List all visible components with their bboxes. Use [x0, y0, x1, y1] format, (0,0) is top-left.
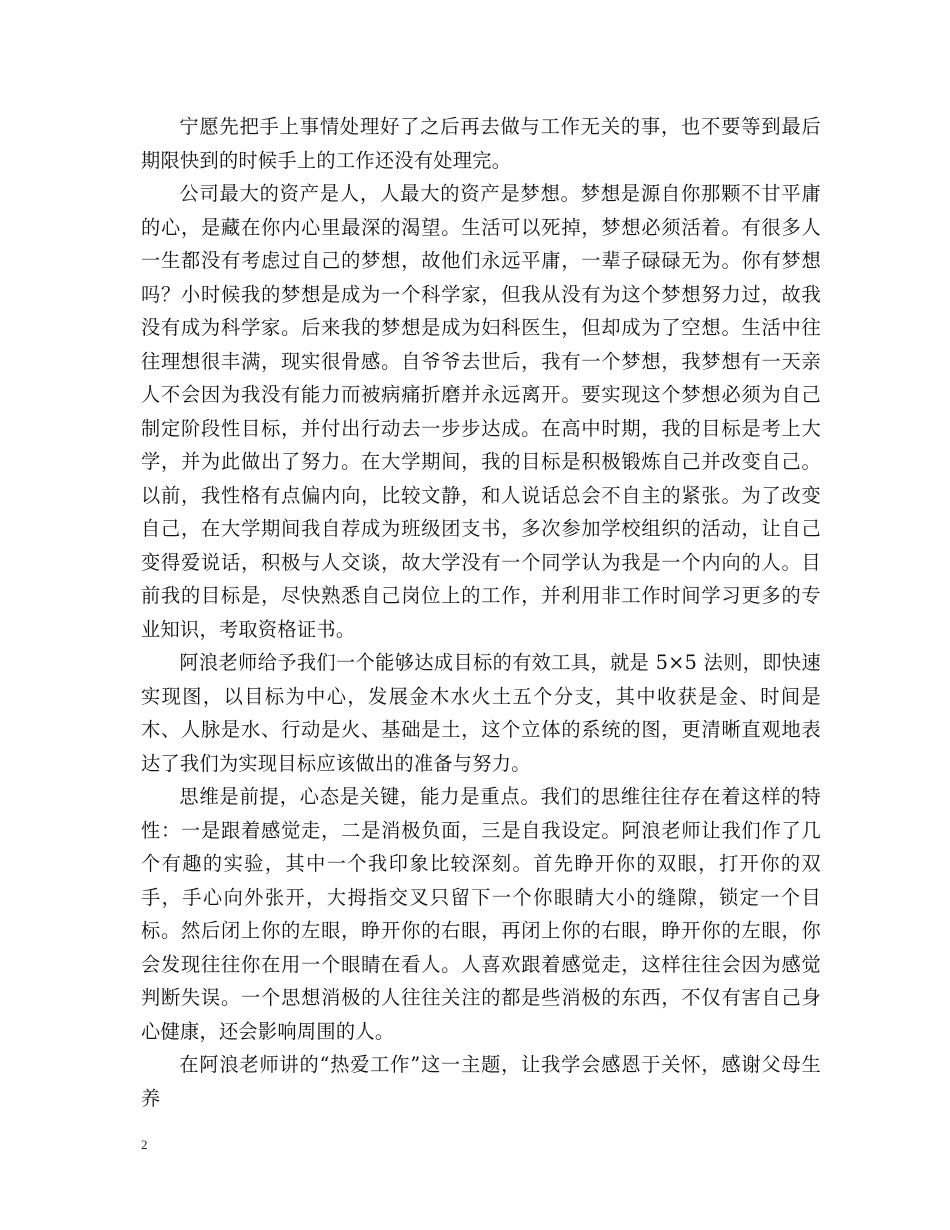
- paragraph-deadline: 宁愿先把手上事情处理好了之后再去做与工作无关的事，也不要等到最后期限快到的时候手上的工作还没有处理完。: [141, 115, 821, 172]
- paragraph-love-work: 在阿浪老师讲的“热爱工作”这一主题，让我学会感恩于关怀，感谢父母生养: [141, 1053, 821, 1110]
- paragraph-thinking: 思维是前提，心态是关键，能力是重点。我们的思维往往存在着这样的特性：一是跟着感觉走，二是消极负面，三是自我设定。阿浪老师让我们作了几个有趣的实验，其中一个我印象比较深刻。首先睁开你的双眼，打开你的双手，手心向外张开，大拇指交叉只留下一个你眼睛大小的缝隙，锁定一个目标。然后闭上你的左眼，睁开你的右眼，再闭上你的右眼，睁开你的左眼，你会发现往往你在用一个眼睛在看人。人喜欢跟着感觉走，这样往往会因为感觉判断失误。一个思想消极的人往往关注的都是些消极的东西，不仅有害自己身心健康，还会影响周围的人。: [141, 785, 821, 1043]
- document-body: [141, 110, 821, 1115]
- paragraph-dreams: 公司最大的资产是人，人最大的资产是梦想。梦想是源自你那颗不甘平庸的心，是藏在你内心里最深的渴望。生活可以死掉，梦想必须活着。有很多人一生都没有考虑过自己的梦想，故他们永远平庸，一辈子碌碌无为。你有梦想吗？小时候我的梦想是成为一个科学家，但我从没有为这个梦想努力过，故我没有成为科学家。后来我的梦想是成为妇科医生，但却成为了空想。生活中往往理想很丰满，现实很骨感。自爷爷去世后，我有一个梦想，我梦想有一天亲人不会因为我没有能力而被病痛折磨并永远离开。要实现这个梦想必须为自己制定阶段性目标，并付出行动去一步步达成。在高中时期，我的目标是考上大学，并为此做出了努力。在大学期间，我的目标是积极锻炼自己并改变自己。以前，我性格有点偏内向，比较文静，和人说话总会不自主的紧张。为了改变自己，在大学期间我自荐成为班级团支书，多次参加学校组织的活动，让自己变得爱说话，积极与人交谈，故大学没有一个同学认为我是一个内向的人。目前我的目标是，尽快熟悉自己岗位上的工作，并利用非工作时间学习更多的专业知识，考取资格证书。: [141, 182, 821, 641]
- page-number: 2: [141, 1137, 148, 1152]
- paragraph-5x5-rule: 阿浪老师给予我们一个能够达成目标的有效工具，就是 5×5 法则，即快速实现图，以目标为中心，发展金木水火土五个分支，其中收获是金、时间是木、人脉是水、行动是火、基础是土，这个立体的系统的图，更清晰直观地表达了我们为实现目标应该做出的准备与努力。: [141, 651, 821, 775]
